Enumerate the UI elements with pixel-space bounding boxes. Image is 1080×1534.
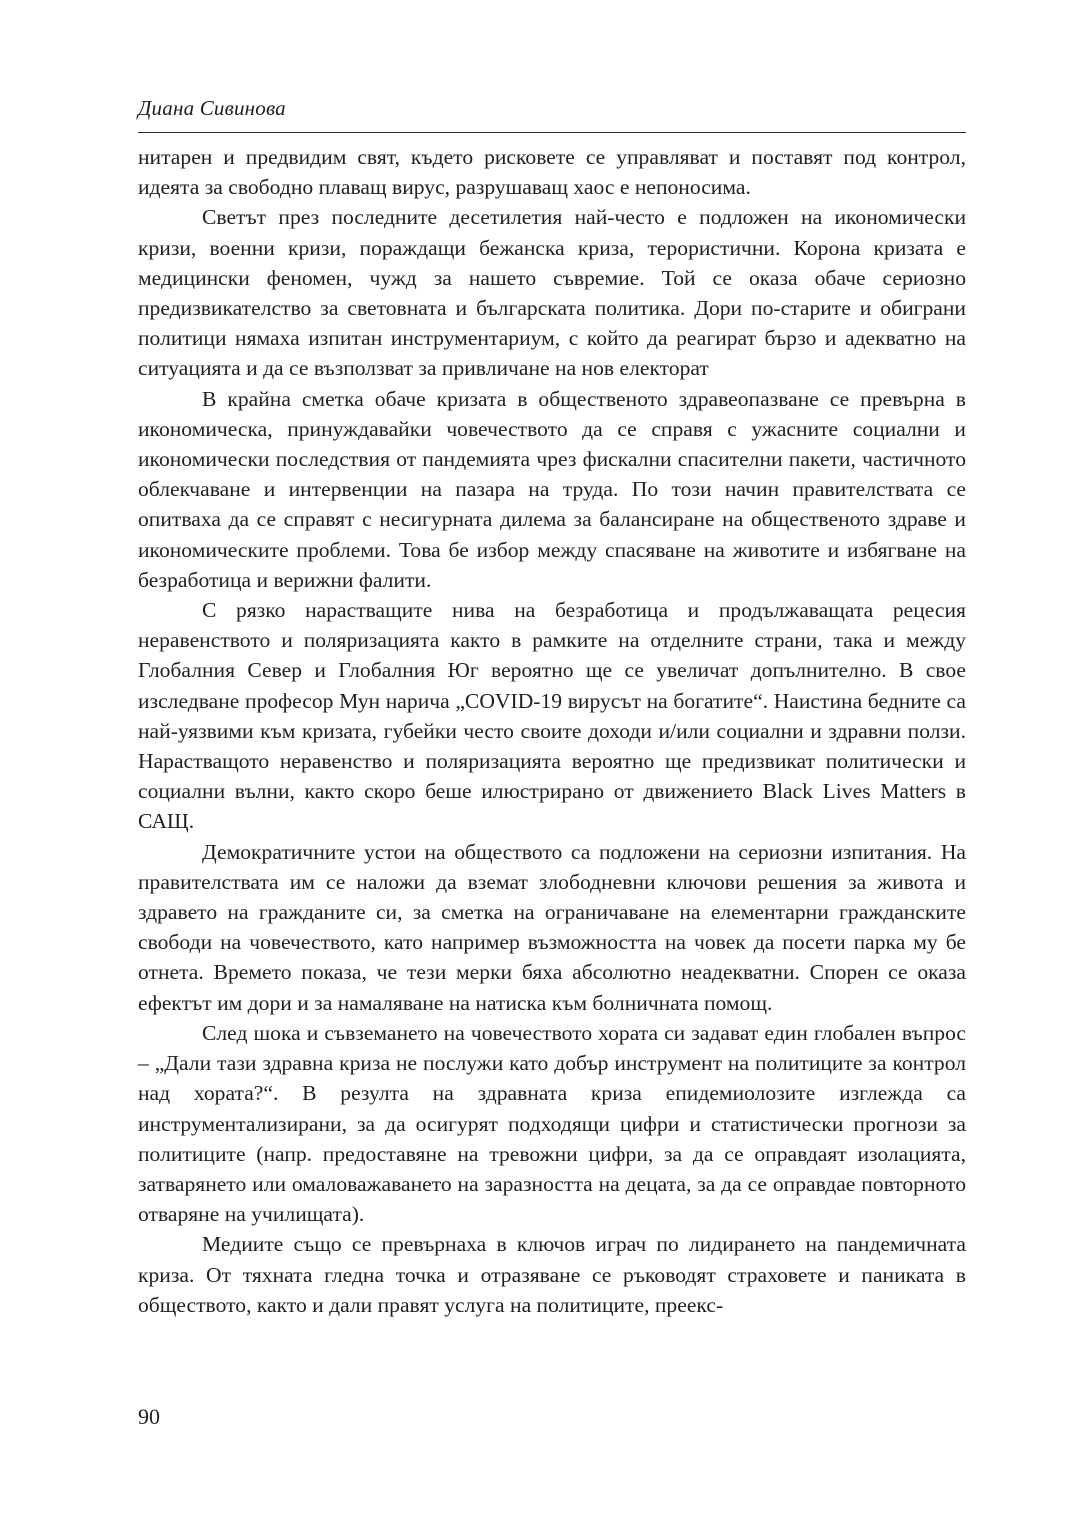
paragraph: След шока и съвземането на човечеството хората си задават един глобален въпрос – „Дали тази здравна криза не послужи като добър инструмент на политиците за контрол над хората?“. В резулта на здравната криза епидемиолозите изглежда са инструментализирани, за да осигурят подходящи цифри и статистически прогнози за политиците (напр. предоставяне на тревожни цифри, за да се оправдаят изолацията, затварянето или омаловажаването на заразността на децата, за да се оправдае повторното отваряне на училищата). [138, 1020, 966, 1227]
paragraph: Светът през последните десетилетия най-често е подложен на икономически кризи, военни кризи, пораждащи бежанска криза, терористични. Корона кризата е медицински феномен, чужд за нашето съвремие. Той се оказа обаче сериозно предизвикателство за световната и българската политика. Дори по-старите и обиграни политици нямаха изпитан инструментариум, с който да реагират бързо и адекватно на ситуацията и да се възползват за привличане на нов електорат [138, 205, 966, 381]
paragraph-continuation: нитарен и предвидим свят, където рисковете се управляват и поставят под контрол, идеята за свободно плаващ вирус, разрушаващ хаос е непоносима. [138, 145, 966, 200]
running-header [138, 96, 966, 133]
page-number: 90 [138, 1404, 160, 1429]
paragraph: С рязко нарастващите нива на безработица и продължаващата рецесия неравенството и поляризацията както в рамките на отделните страни, така и между Глобалния Север и Глобалния Юг вероятно ще се увеличат допълнително. В свое изследване професор Мун нарича „COVID-19 вирусът на богатите“. Наистина бедните са най-уязвими към кризата, губейки често своите доходи и/или социални и здравни ползи. Нарастващото неравенство и поляризацията вероятно ще предизвикат политически и социални вълни, както скоро беше илюстрирано от движението Black Lives Matters в САЩ. [138, 598, 966, 834]
author-name: Диана Сивинова [138, 96, 286, 120]
paragraph: В крайна сметка обаче кризата в общественото здравеопазване се превърна в икономическа, принуждавайки човечеството да се справя с ужасните социални и икономически последствия от пандемията чрез фискални спасителни пакети, частичното облекчаване и интервенции на пазара на труда. По този начин правителствата се опитваха да се справят с несигурната дилема за балансиране на общественото здраве и икономическите проблеми. Това бе избор между спасяване на животите и избягване на безработица и верижни фалити. [138, 386, 966, 592]
paragraph: Медиите също се превърнаха в ключов играч по лидирането на пандемичната криза. От тяхната гледна точка и отразяване се ръководят страховете и паниката в обществото, както и дали правят услуга на политиците, преекс- [138, 1232, 966, 1317]
paragraph: Демократичните устои на обществото са подложени на сериозни изпитания. На правителствата им се наложи да вземат злободневни ключови решения за живота и здравето на гражданите си, за сметка на ограничаване на елементарни гражданските свободи на човечеството, като например възможността на човек да посети парка му бе отнета. Времето показа, че тези мерки бяха абсолютно неадекватни. Спорен се оказа ефектът им дори и за намаляване на натиска към болничната помощ. [138, 839, 966, 1015]
body-text [138, 142, 966, 1320]
